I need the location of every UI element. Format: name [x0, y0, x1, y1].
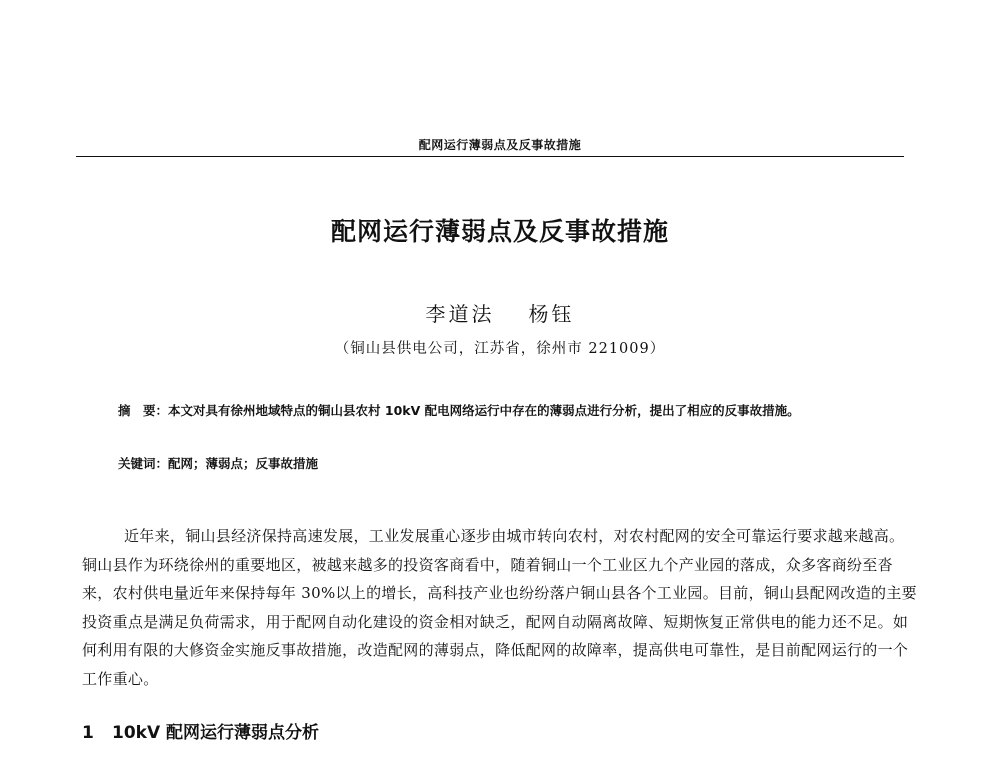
section-title: 10kV 配网运行薄弱点分析 — [112, 723, 320, 743]
author-list — [0, 298, 1000, 327]
section-heading — [82, 718, 319, 743]
author-affiliation: （铜山县供电公司，江苏省，徐州市 221009） — [334, 341, 666, 357]
keywords-text: 配网；薄弱点；反事故措施 — [168, 456, 319, 471]
keywords — [118, 454, 878, 474]
author-name: 李道法 — [425, 302, 495, 326]
section-number: 1 — [82, 723, 94, 743]
article-title: 配网运行薄弱点及反事故措施 — [330, 217, 669, 246]
running-header: 配网运行薄弱点及反事故措施 — [418, 138, 582, 152]
abstract — [118, 398, 878, 423]
header-rule — [76, 156, 904, 157]
abstract-text: 本文对具有徐州地域特点的铜山县农村 10kV 配电网络运行中存在的薄弱点进行分析，提出了相应的反事故措施。 — [168, 403, 800, 418]
intro-paragraph: 近年来，铜山县经济保持高速发展，工业发展重心逐步由城市转向农村，对农村配网的安全可靠运行要求越来越高。铜山县作为环绕徐州的重要地区，被越来越多的投资客商看中，随着铜山一个工业区九个产业园的落成，众多客商纷至沓来，农村供电量近年来保持每年 30%以上的增长，高科技产业也纷纷落户铜山县各个工业园。目前，铜山县配网改造的主要投资重点是满足负荷需求，用于配网自动化建设的资金相对缺乏，配网自动隔离故障、短期恢复正常供电的能力还不足。如何利用有限的大修资金实施反事故措施，改造配网的薄弱点，降低配网的故障率，提高供电可靠性，是目前配网运行的一个工作重心。 — [82, 527, 917, 688]
keywords-label: 关键词： — [118, 456, 169, 471]
author-name: 杨钰 — [528, 302, 575, 326]
abstract-label: 摘 要： — [118, 403, 169, 418]
